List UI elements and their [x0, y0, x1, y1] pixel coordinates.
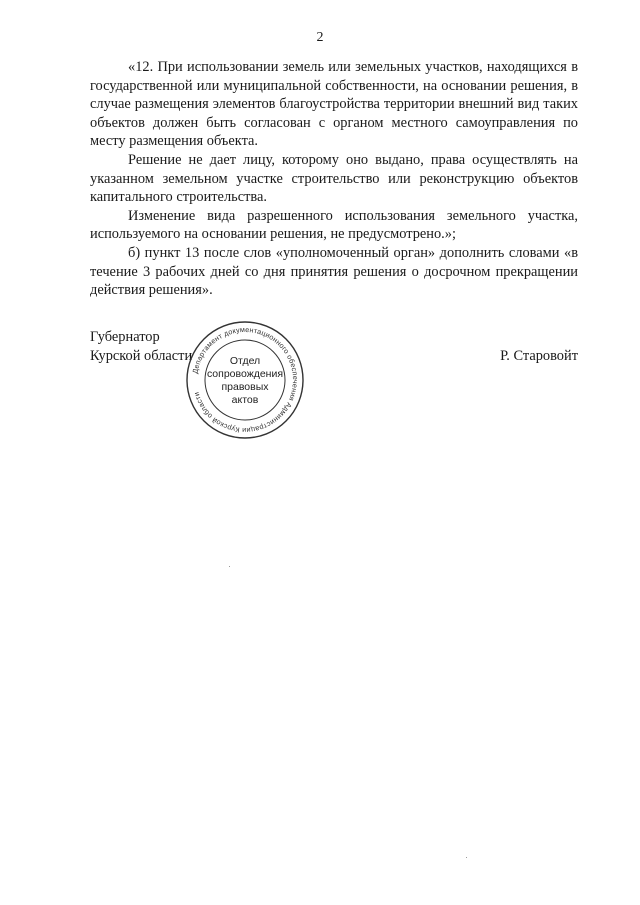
scan-speck — [229, 566, 230, 567]
signatory-title — [90, 328, 192, 366]
paragraph-item-12: «12. При использовании земель или земельных участков, находящихся в государственной или муниципальной собственности, на основании решения, в случае размещения элементов благоустройства территории внешний вид таких объектов должен быть согласован с органом местного самоуправления по месту размещения объекта. — [90, 59, 578, 150]
signatory-title-line2: Курской области — [90, 348, 193, 364]
stamp-line-1: Отдел — [229, 355, 261, 367]
paragraph-land-use-change: Изменение вида разрешенного использования земельного участка, используемого на основании решения, не предусмотрено.»; — [90, 207, 578, 243]
stamp-ring-text: Департамент документационного обеспечения Администрации Курской области — [190, 324, 301, 436]
signatory-title-line1: Губернатор — [90, 329, 160, 345]
official-stamp — [184, 319, 306, 441]
stamp-line-4: актов — [231, 394, 259, 406]
signatory-name: Р. Старовойт — [500, 348, 578, 364]
paragraph-decision-rights: Решение не дает лицу, которому оно выдано, права осуществлять на указанном земельном участке строительство или реконструкцию объектов капитального строительства. — [90, 151, 578, 206]
page-number: 2 — [316, 30, 324, 45]
stamp-line-2: сопровождения — [206, 368, 284, 380]
paragraph-item-13-amendment: б) пункт 13 после слов «уполномоченный орган» дополнить словами «в течение 3 рабочих дней со дня принятия решения о досрочном прекращении действия решения». — [90, 244, 578, 299]
stamp-line-3: правовых — [221, 381, 269, 393]
document-body — [90, 58, 578, 300]
scan-speck — [466, 857, 467, 858]
